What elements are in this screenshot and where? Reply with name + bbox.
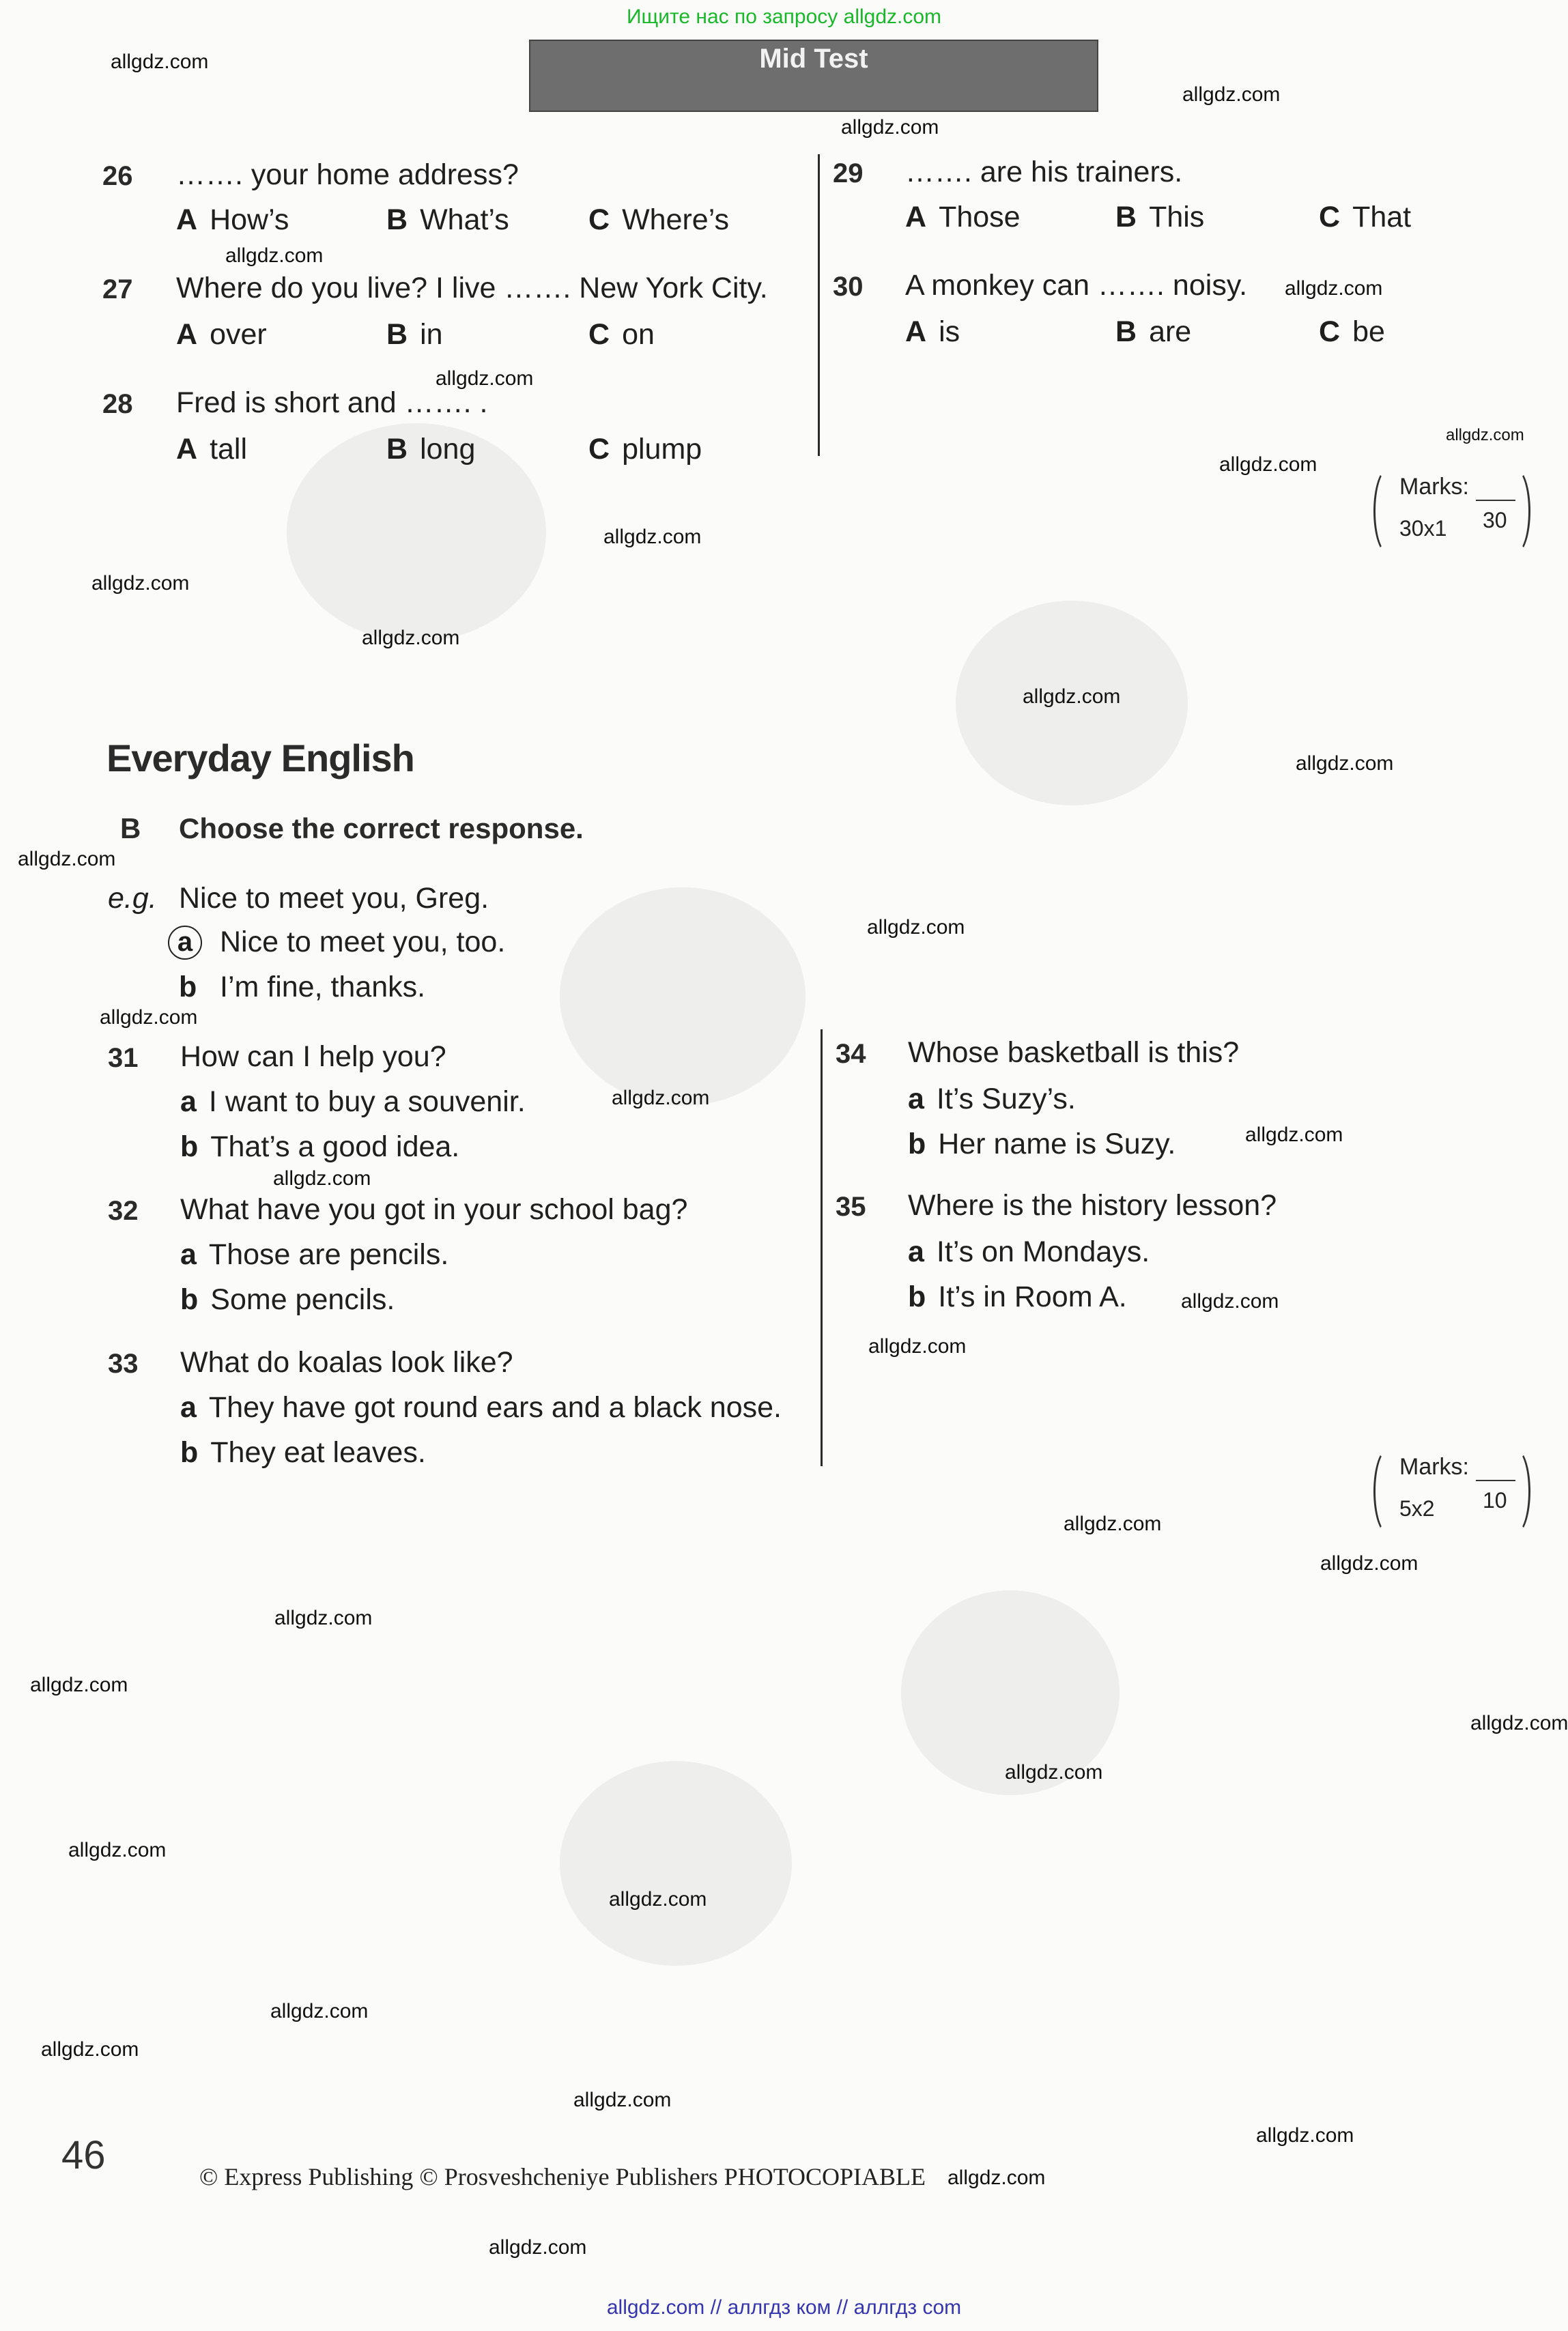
watermark: allgdz.com [270,2000,369,2022]
response-a[interactable] [180,1391,782,1425]
copyright-notice: © Express Publishing © Prosveshcheniye Publishers PHOTOCOPIABLE [199,2163,926,2190]
question-number: 30 [833,272,864,302]
watermark: allgdz.com [1470,1712,1568,1734]
watermark: allgdz.com [1181,1290,1279,1313]
question-number: 35 [836,1192,866,1222]
question-text: What have you got in your school bag? [180,1193,688,1226]
response-a[interactable] [180,1238,448,1272]
question-text: Where is the history lesson? [908,1189,1277,1222]
option-text: on [622,318,655,351]
question-number: 29 [833,158,864,188]
marks-total: 30 [1483,508,1507,532]
watermark: allgdz.com [609,1888,707,1911]
response-letter: a [180,1085,197,1118]
watermark: allgdz.com [436,367,534,390]
response-b[interactable] [180,1283,395,1317]
watermark: allgdz.com [100,1006,198,1029]
response-text: That’s a good idea. [210,1130,460,1163]
option-letter: A [176,203,198,236]
option-b[interactable] [1115,315,1191,349]
watermark: allgdz.com [1064,1513,1162,1535]
marks-total: 10 [1483,1488,1507,1513]
bleed-through-blob [560,887,806,1106]
parenthesis-right [1501,468,1530,554]
option-letter: B [386,433,408,466]
response-letter: a [908,1083,924,1115]
option-text: plump [622,433,702,466]
section-instruction: Choose the correct response. [179,812,584,844]
parenthesis-left [1373,468,1403,554]
option-text: Where’s [622,203,729,236]
section-letter: B [120,812,141,844]
option-text: are [1149,315,1192,348]
question-text: Fred is short and ……. . [176,386,488,419]
watermark: allgdz.com [1245,1124,1343,1146]
marks-multiplier: 5x2 [1399,1496,1435,1521]
watermark: allgdz.com [362,627,460,649]
watermark: allgdz.com [947,2166,1046,2189]
watermark: allgdz.com [68,1839,167,1861]
response-text: Her name is Suzy. [938,1128,1176,1160]
question-number: 27 [102,274,133,304]
watermark: allgdz.com [1023,685,1121,708]
watermark: allgdz.com [91,572,190,595]
option-letter: A [176,433,198,466]
question-text: ……. are his trainers. [905,156,1183,188]
option-a[interactable] [905,201,1021,234]
marks-multiplier: 30x1 [1399,516,1447,541]
response-letter: a [180,1391,197,1424]
watermark: allgdz.com [1320,1552,1419,1575]
option-text: Those [939,201,1021,233]
mid-test-header [529,40,1098,112]
question-text: How can I help you? [180,1040,446,1073]
question-text: Whose basketball is this? [908,1036,1240,1069]
watermark: allgdz.com [1005,1761,1103,1784]
response-b[interactable] [908,1128,1175,1161]
option-letter: C [588,433,610,466]
option-b[interactable] [1115,201,1204,234]
parenthesis-right [1501,1448,1530,1534]
watermark: allgdz.com [573,2089,672,2111]
example-label: e.g. [108,882,157,915]
option-letter: C [588,203,610,236]
response-text: They eat leaves. [210,1436,426,1469]
question-text: What do koalas look like? [180,1346,513,1379]
marks-label: Marks: [1399,1454,1469,1480]
option-c[interactable] [1319,315,1385,349]
option-letter: B [386,318,408,351]
response-text: It’s on Mondays. [936,1235,1150,1268]
question-text: ……. your home address? [176,158,519,191]
question-number: 33 [108,1349,139,1379]
response-letter: b [180,1130,199,1163]
marks-box [1373,1448,1530,1537]
response-text: Those are pencils. [208,1238,449,1271]
watermark: allgdz.com [1219,453,1317,476]
response-letter: b [908,1281,926,1313]
option-text: long [420,433,476,466]
response-letter: b [180,1283,199,1316]
watermark: allgdz.com [30,1674,128,1696]
option-text: is [939,315,960,348]
option-a[interactable] [176,433,247,466]
example-answer-b: I’m fine, thanks. [220,971,426,1003]
watermark: allgdz.com [612,1087,710,1109]
response-b[interactable] [180,1436,426,1470]
response-text: Some pencils. [210,1283,395,1316]
option-b[interactable] [386,433,475,466]
question-number: 26 [102,161,133,191]
column-divider [821,1029,823,1466]
option-letter: B [1115,315,1137,348]
option-letter: C [588,318,610,351]
watermark: allgdz.com [274,1607,373,1629]
response-letter: a [180,1238,197,1271]
parenthesis-left [1373,1448,1403,1534]
option-a[interactable] [176,203,289,237]
section-title: Everyday English [106,737,414,780]
page-number: 46 [61,2133,106,2177]
watermark: allgdz.com [603,526,702,548]
option-letter: B [1115,201,1137,233]
watermark: allgdz.com [1182,83,1281,106]
option-b[interactable] [386,203,509,237]
question-number: 32 [108,1196,139,1226]
option-text: What’s [420,203,509,236]
option-text: That [1352,201,1412,233]
selected-answer-circle: a [168,926,202,960]
response-text: They have got round ears and a black nose. [208,1391,782,1424]
response-b[interactable] [908,1281,1127,1314]
option-text: tall [210,433,248,466]
watermark: allgdz.com [867,916,965,939]
response-letter: b [908,1128,926,1160]
watermark: allgdz.com [1285,277,1383,300]
watermark: allgdz.com [111,51,209,73]
page-title: Mid Test [759,44,868,74]
watermark: allgdz.com [841,116,939,139]
response-letter: b [180,1436,199,1469]
watermark: allgdz.com [41,2038,139,2061]
option-letter: A [905,201,927,233]
marks-label: Marks: [1399,474,1469,500]
example-letter-b: b [179,971,197,1003]
option-a[interactable] [176,318,267,352]
option-a[interactable] [905,315,960,349]
watermark: allgdz.com [273,1167,371,1190]
marks-box [1373,468,1530,557]
watermark: allgdz.com [1256,2124,1354,2147]
response-text: It’s in Room A. [938,1281,1127,1313]
option-c[interactable] [1319,201,1411,234]
bottom-banner[interactable]: allgdz.com // аллгдз ком // аллгдз com [606,2296,962,2319]
option-c[interactable] [588,318,655,352]
response-b[interactable] [180,1130,459,1164]
question-text: A monkey can ……. noisy. [905,269,1248,302]
top-banner[interactable]: Ищите нас по запросу allgdz.com [626,5,942,28]
response-a[interactable] [908,1235,1150,1269]
watermark: allgdz.com [1446,426,1524,444]
option-letter: A [905,315,927,348]
option-letter: B [386,203,408,236]
response-a[interactable] [180,1085,526,1119]
option-b[interactable] [386,318,443,352]
option-text: be [1352,315,1385,348]
response-a[interactable] [908,1083,1076,1116]
question-text: Where do you live? I live ……. New York City. [176,272,768,304]
watermark: allgdz.com [225,244,324,267]
option-text: This [1149,201,1205,233]
response-text: I want to buy a souvenir. [208,1085,526,1118]
column-divider [818,154,820,456]
option-c[interactable] [588,203,729,237]
watermark: allgdz.com [868,1335,967,1358]
response-letter: a [908,1235,924,1268]
question-number: 34 [836,1039,866,1069]
option-text: over [210,318,267,351]
option-c[interactable] [588,433,702,466]
option-letter: C [1319,315,1341,348]
watermark: allgdz.com [1296,752,1394,775]
question-number: 28 [102,389,133,419]
option-letter: A [176,318,198,351]
option-letter: C [1319,201,1341,233]
example-answer-a: Nice to meet you, too. [220,926,506,958]
response-text: It’s Suzy’s. [936,1083,1076,1115]
watermark: allgdz.com [489,2236,587,2259]
example-prompt: Nice to meet you, Greg. [179,882,489,915]
watermark: allgdz.com [18,848,116,870]
option-text: in [420,318,443,351]
bleed-through-blob [560,1761,792,1966]
option-text: How’s [210,203,289,236]
question-number: 31 [108,1043,139,1073]
